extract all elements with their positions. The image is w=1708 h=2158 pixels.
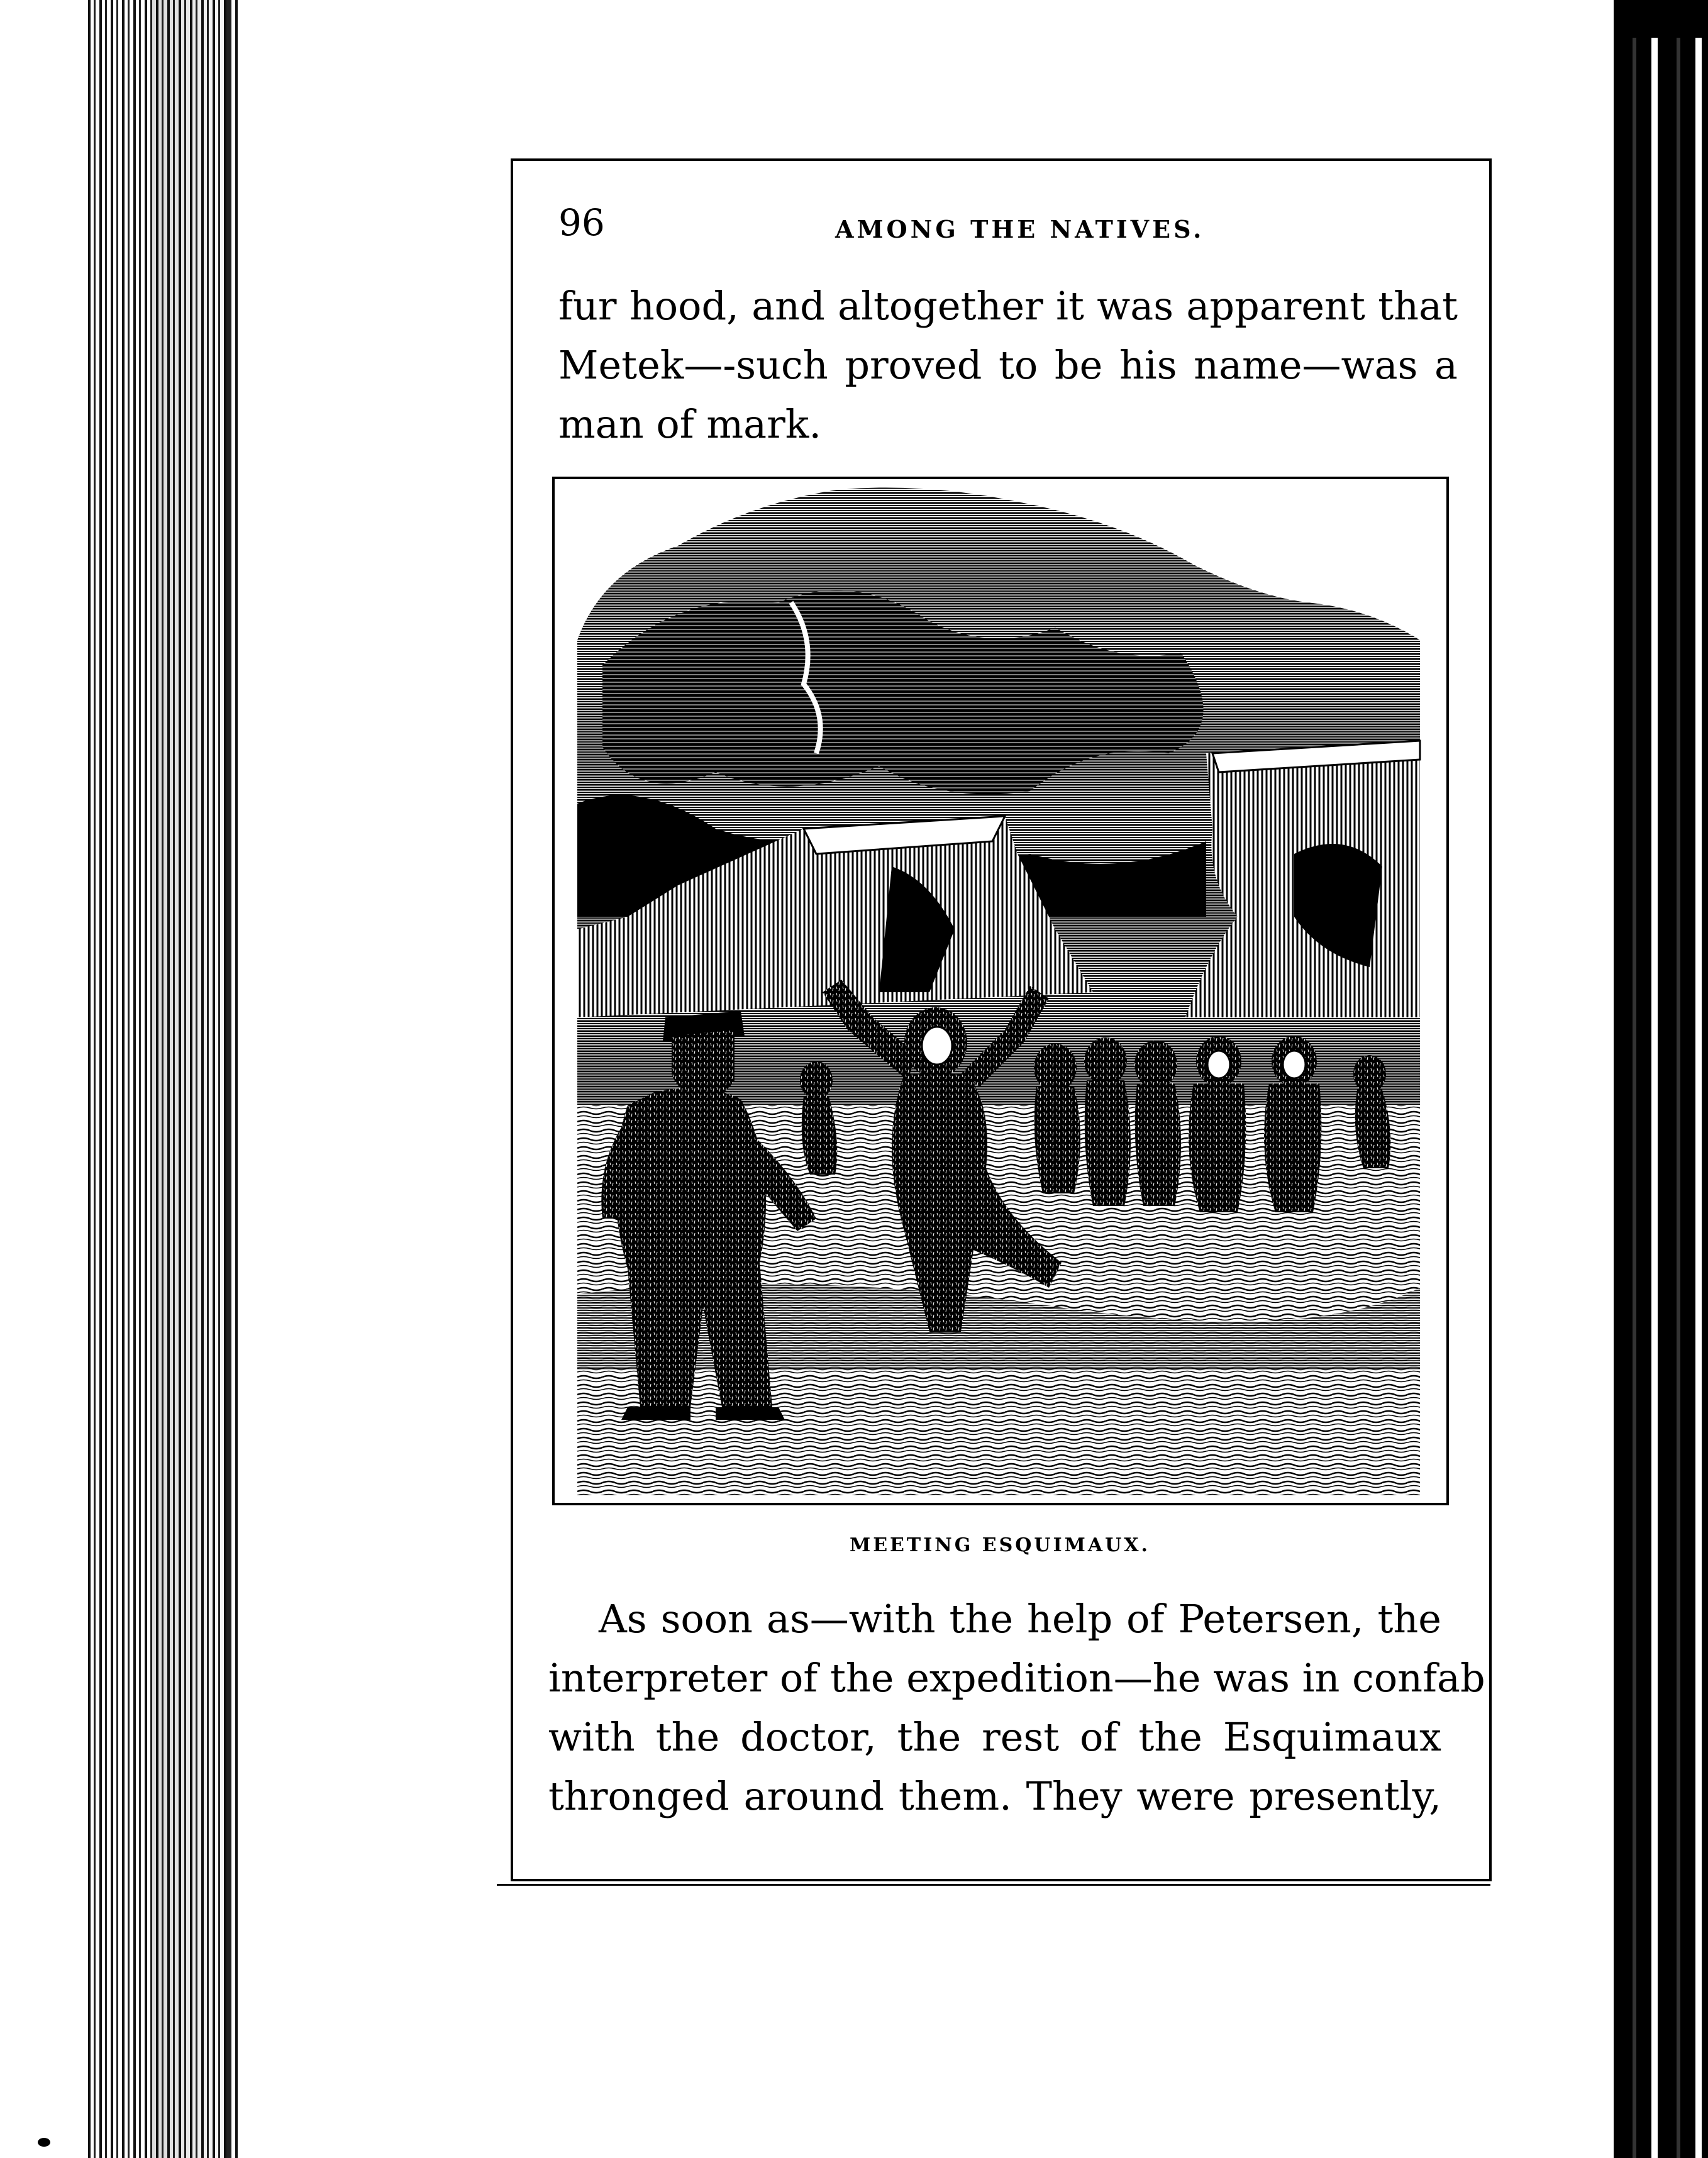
gutter-line [226,0,230,2158]
left-margin [0,0,88,2158]
engraving-svg [552,477,1449,1505]
text-line: man of mark. [558,401,822,447]
scan-speck [38,2138,50,2147]
paragraph-top [558,277,1458,454]
text-line: As soon as—with the help of Petersen, the [599,1596,1441,1642]
illustration-caption: MEETING ESQUIMAUX. [849,1534,1150,1556]
bottom-rule [497,1884,1490,1886]
page-number: 96 [558,201,605,244]
text-line: with the doctor, the rest of the Esquimaux [548,1714,1441,1760]
running-head: AMONG THE NATIVES. [835,215,1205,243]
text-line: Metek—-such proved to be his name—was a [558,342,1458,388]
text-line: interpreter of the expedition—he was in confab [548,1655,1485,1701]
page-header [558,201,1464,252]
paragraph-bottom [548,1590,1485,1826]
text-line: thronged around them. They were presently, [548,1773,1441,1819]
gutter-shadow [151,0,239,2158]
right-book-edge [1614,0,1708,2158]
text-line: fur hood, and altogether it was apparent that [558,283,1458,329]
right-corner-dark [1614,0,1708,38]
engraving-illustration [552,477,1449,1505]
